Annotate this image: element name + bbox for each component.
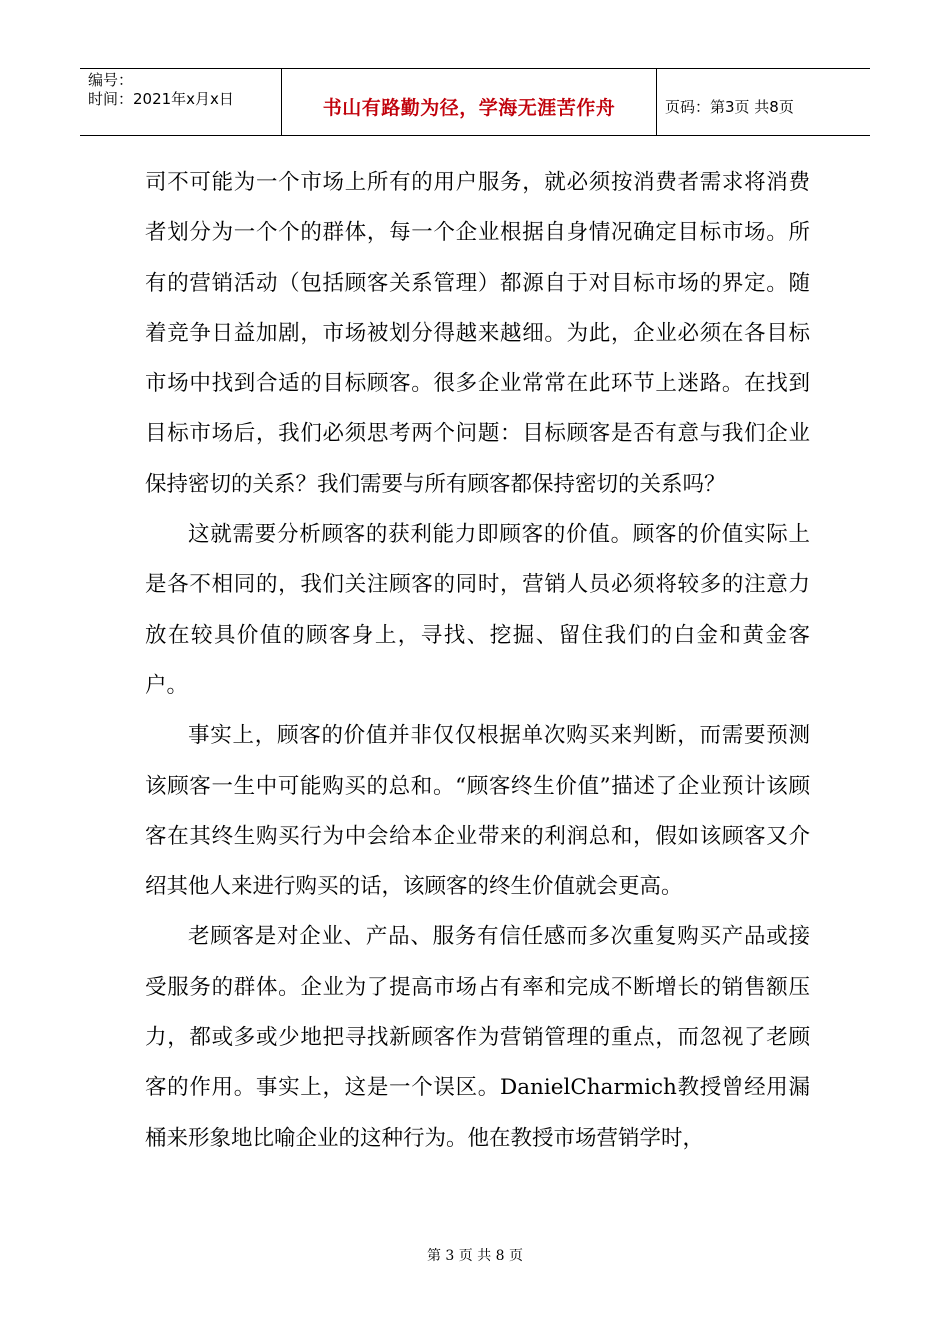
header-info-cell [80, 69, 282, 135]
page-footer: 第 3 页 共 8 页 [426, 1248, 524, 1264]
paragraph: 这就需要分析顾客的获利能力即顾客的价值。顾客的价值实际上是各不相同的，我们关注顾客的同时，营销人员必须将较多的注意力放在较具价值的顾客身上，寻找、挖掘、留住我们的白金和黄金客户。 [145, 522, 810, 698]
header-motto: 书山有路勤为径，学海无涯苦作舟 [322, 96, 616, 119]
header-page-number: 页码：第3页 共8页 [665, 97, 794, 116]
header-motto-cell [282, 69, 657, 135]
document-time-label: 时间：2021年x月x日 [88, 90, 234, 108]
document-body [145, 158, 810, 1164]
page-header [80, 68, 870, 136]
paragraph: 司不可能为一个市场上所有的用户服务，就必须按消费者需求将消费者划分为一个个的群体，每一个企业根据自身情况确定目标市场。所有的营销活动（包括顾客关系管理）都源自于对目标市场的界定。随着竞争日益加剧，市场被划分得越来越细。为此，企业必须在各目标市场中找到合适的目标顾客。很多企业常常在此环节上迷路。在找到目标市场后，我们必须思考两个问题：目标顾客是否有意与我们企业保持密切的关系？我们需要与所有顾客都保持密切的关系吗？ [145, 170, 810, 497]
header-page-cell [657, 69, 870, 135]
document-number-label: 编号： [88, 71, 134, 89]
paragraph: 事实上，顾客的价值并非仅仅根据单次购买来判断，而需要预测该顾客一生中可能购买的总和。“顾客终生价值”描述了企业预计该顾客在其终生购买行为中会给本企业带来的利润总和，假如该顾客又介绍其他人来进行购买的话，该顾客的终生价值就会更高。 [145, 723, 810, 900]
paragraph: 老顾客是对企业、产品、服务有信任感而多次重复购买产品或接受服务的群体。企业为了提高市场占有率和完成不断增长的销售额压力，都或多或少地把寻找新顾客作为营销管理的重点，而忽视了老顾客的作用。事实上，这是一个误区。DanielCharmich教授曾经用漏桶来形象地比喻企业的这种行为。他在教授市场营销学时， [145, 924, 810, 1151]
